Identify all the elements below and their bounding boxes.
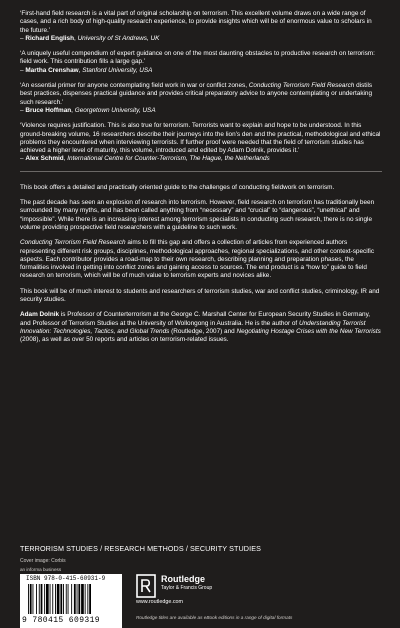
barcode-bar [30, 584, 32, 614]
barcode-bar [36, 584, 37, 614]
quote-author: Bruce Hoffman [25, 106, 72, 114]
ebook-note: Routledge titles are available as eBook editions in a range of digital formats [136, 615, 293, 620]
quote-author: Alex Schmid [25, 155, 64, 163]
quote-crenshaw: ‘A uniquely useful compendium of expert guidance on one of the most daunting obstacles to productive research on terrorism: field work. This contribution fills a large gap.’ – Martha Crenshaw, Stanford University, USA [20, 50, 375, 74]
quote-hoffman: ‘An essential primer for anyone contemplating field work in war or conflict zones, Conducting Terrorism Field Research distils best practices, dispenses practical guidance and provides critical preparatory advice to anyone contemplating or undertaking such research.’ – Bruce Hoffman, Georgetown University, USA [20, 82, 373, 114]
informa-label: an informa business [20, 567, 62, 572]
quote-text: ‘Violence requires justification. This is also true for terrorism. Terrorists want to explain and hope to be understood. In this ground-breaking volume, 16 researchers describe their journeys into the lion’s den and the practical, methodological and ethical problems they encountered when interviewing terrorists. If further proof were needed that the field of terrorism studies has achieved a higher level of maturity, this volume, introduced and edited by Adam Dolnik, provides it.’ [20, 122, 381, 155]
barcode-bar [50, 584, 51, 614]
barcode-bar [87, 584, 88, 614]
publisher-url[interactable]: www.routledge.com [136, 599, 184, 605]
publisher-group: Taylor & Francis Group [161, 585, 213, 591]
quote-affiliation: University of St Andrews, UK [77, 34, 160, 42]
barcode-bars [28, 584, 116, 614]
quote-text: ‘First-hand field research is a vital part of original scholarship on terrorism. This excellent volume draws on a wide range of cases, and a rich body of high-quality research experience, to provide insights which will be of enormous value to scholars in the future.’ [20, 10, 372, 34]
routledge-logo-icon [136, 574, 156, 598]
barcode-bar [52, 584, 53, 614]
barcode-bar [66, 584, 67, 614]
quote-text-pre: ‘An essential primer for anyone contemplating field work in war or conflict zones, [20, 82, 249, 90]
publisher-block [20, 567, 380, 625]
quote-text: ‘A uniquely useful compendium of expert guidance on one of the most daunting obstacles to productive research on terrorism: field work. This contribution fills a large gap.’ [20, 50, 375, 66]
description-intro: This book offers a detailed and practically oriented guide to the challenges of conducting fieldwork on terrorism. [20, 183, 335, 191]
description [20, 184, 382, 345]
barcode-bar [41, 584, 43, 614]
endorsements [20, 10, 382, 164]
barcode-bar [77, 584, 78, 614]
subject-categories: TERRORISM STUDIES / RESEARCH METHODS / SECURITY STUDIES [20, 544, 261, 553]
barcode-bar [89, 584, 91, 614]
barcode-bar [28, 584, 29, 614]
barcode-bar [74, 584, 76, 614]
author-name: Adam Dolnik [20, 311, 60, 319]
quote-book-title: Conducting Terrorism Field Research [248, 82, 355, 90]
book-title: Conducting Terrorism Field Research [20, 239, 126, 247]
quote-author: Richard English [25, 34, 74, 42]
barcode-bar [85, 584, 86, 614]
barcode-bar [68, 584, 69, 614]
barcode-bar [33, 584, 34, 614]
barcode-bar [63, 584, 64, 614]
isbn: ISBN 978-0-415-60931-9 [26, 575, 106, 582]
cover-credit: Cover image: Corbis [20, 558, 66, 564]
publisher-name: Routledge [161, 574, 205, 584]
barcode-number: 9 780415 609319 [22, 616, 101, 625]
description-audience: This book will be of much interest to students and researchers of terrorism studies, war and conflict studies, criminology, IR and security studies. [20, 287, 380, 304]
quote-affiliation: Stanford University, USA [82, 66, 153, 74]
barcode-bar [60, 584, 62, 614]
barcode-bar [44, 584, 45, 614]
quote-english: ‘First-hand field research is a vital part of original scholarship on terrorism. This excellent volume draws on a wide range of cases, and a rich body of high-quality research experience, to provide insights which will be of enormous value to scholars in the future.’ – Richard English, University of St Andrews, UK [20, 10, 372, 42]
quote-affiliation: Georgetown University, USA [74, 106, 156, 114]
quote-affiliation: International Centre for Counter-Terrorism, The Hague, the Netherlands [67, 155, 270, 163]
description-context: The past decade has seen an explosion of research into terrorism. However, field research on terrorism has traditionally been surrounded by many myths, and has been called anything from “necessary” and “crucial” to “dangerous”, “unethical” and “impossible”. While there is an increasing interest among terrorism specialists in conducting such research, there is no single volume providing prospective field researchers with a guideline to such work. [20, 199, 375, 231]
barcode [20, 574, 122, 628]
quote-schmid: ‘Violence requires justification. This is also true for terrorism. Terrorists want to explain and hope to be understood. In this ground-breaking volume, 16 researchers describe their journeys into the lion’s den and the practical, methodological and ethical problems they encountered when interviewing terrorists. If further proof were needed that the field of terrorism studies has achieved a higher level of maturity, this volume, introduced and edited by Adam Dolnik, provides it.’ – Alex Schmid, International Centre for Counter-Terrorism, The Hague, the Netherlands [20, 122, 381, 163]
barcode-bar [46, 584, 49, 614]
barcode-bar [39, 584, 40, 614]
author-bio: Adam Dolnik is Professor of Counterterrorism at the George C. Marshall Center for European Security Studies in Germany, and Professor of Terrorism Studies at the University of Wollongong in Australia. He is the author of Understanding Terrorist Innovation: Technologies, Tactics, and Global Trends (Routledge, 2007) and Negotiating Hostage Crises with the New Terrorists (2008), as well as over 50 reports and articles on terrorism-related issues. [20, 311, 381, 344]
content-area [20, 10, 382, 352]
barcode-bar [81, 584, 84, 614]
barcode-bar [78, 584, 80, 614]
barcode-bar [55, 584, 56, 614]
barcode-bar [71, 584, 72, 614]
barcode-bar [57, 584, 60, 614]
divider [20, 171, 382, 172]
description-aims: Conducting Terrorism Field Research aims to fill this gap and offers a collection of articles from experienced authors representing different risk groups, disciplines, methodological approaches, regional specializations, and other context-specific aspects. Each contributor provides a road-map to their own research, describing planning and preparation phases, the formalities involved in getting into conflict zones and gaining access to sources. The end product is a “how to” guide to field research on terrorism, which will be of much value to terrorism experts and novices alike. [20, 239, 375, 280]
quote-author: Martha Crenshaw [25, 66, 79, 74]
quote-text-post: distils best practices, dispenses practical guidance and provides critical preparatory advice to anyone contemplating or undertaking such research.’ [20, 82, 373, 106]
